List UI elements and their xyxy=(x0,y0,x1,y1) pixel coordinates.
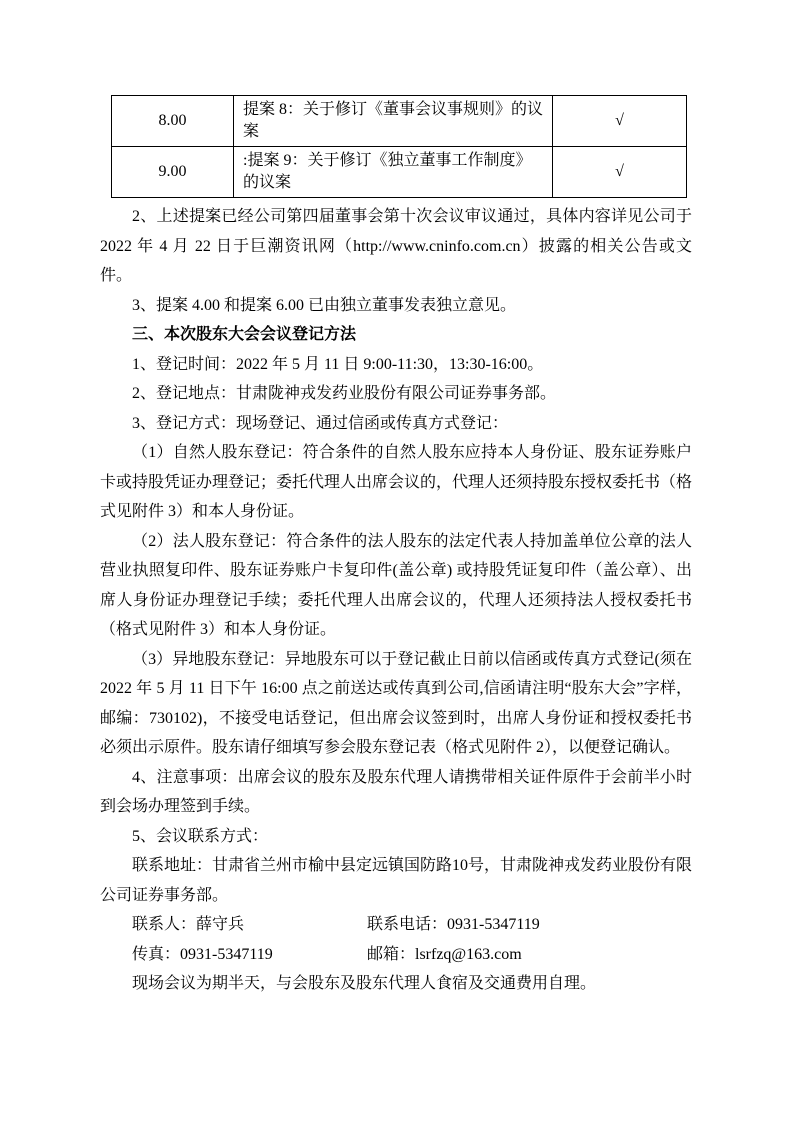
paragraph-remote-registration: （3）异地股东登记：异地股东可以于登记截止日前以信函或传真方式登记(须在 2022 年 5 月 11 日下午 16:00 点之前送达或传真到公司,信函请注明“股东大会”字样，邮编：730102)，不接受电话登记，但出席会议签到时，出席人身份证和授权委托书必须出示原件。股东请仔细填写参会股东登记表（格式见附件 2），以便登记确认。 xyxy=(100,650,692,756)
paragraph-closing: 现场会议为期半天，与会股东及股东代理人食宿及交通费用自理。 xyxy=(132,975,597,992)
paragraph-legal-person-registration: （2）法人股东登记：符合条件的法人股东的法定代表人持加盖单位公章的法人营业执照复印件、股东证券账户卡复印件(盖公章) 或持股凭证复印件（盖公章）、出席人身份证办理登记手续；委托代理人出席会议的，代理人还须持法人授权委托书（格式见附件 3）和本人身份证。 xyxy=(100,532,692,638)
section-heading-registration: 三、本次股东大会会议登记方法 xyxy=(132,326,357,343)
paragraph-notes: 4、注意事项：出席会议的股东及股东代理人请携带相关证件原件于会前半小时到会场办理签到手续。 xyxy=(100,768,692,815)
proposal-title-cell: :提案 9：关于修订《独立董事工作制度》的议案 xyxy=(234,147,553,198)
contact-phone: 联系电话：0931-5347119 xyxy=(367,916,540,933)
paragraph-independent-opinion: 3、提案 4.00 和提案 6.00 已由独立董事发表独立意见。 xyxy=(132,296,517,314)
contact-email: 邮箱：lsrfzq@163.com xyxy=(367,945,522,963)
vote-check-cell: √ xyxy=(553,96,687,147)
paragraph-board-approval: 2、上述提案已经公司第四届董事会第十次会议审议通过，具体内容详见公司于 2022 年 4 月 22 日于巨潮资讯网（http://www.cninfo.com.cn）披露的相关公告或文件。 xyxy=(100,208,692,284)
proposal-number-cell: 8.00 xyxy=(112,96,234,147)
paragraph-natural-person-registration: （1）自然人股东登记：符合条件的自然人股东应持本人身份证、股东证券账户卡或持股凭证办理登记；委托代理人出席会议的，代理人还须持股东授权委托书（格式见附件 3）和本人身份证。 xyxy=(100,444,693,520)
paragraph-contact-address: 联系地址：甘肃省兰州市榆中县定远镇国防路10号，甘肃陇神戎发药业股份有限公司证券事务部。 xyxy=(100,857,693,904)
paragraph-registration-place: 2、登记地点：甘肃陇神戎发药业股份有限公司证券事务部。 xyxy=(132,385,557,402)
proposal-table xyxy=(111,95,687,198)
table-row xyxy=(112,96,687,147)
table-row xyxy=(112,147,687,198)
vote-check-cell: √ xyxy=(553,147,687,198)
document-content xyxy=(100,95,692,999)
paragraph-registration-time: 1、登记时间：2022 年 5 月 11 日 9:00-11:30，13:30-16:00。 xyxy=(132,355,544,373)
paragraph-registration-method: 3、登记方式：现场登记、通过信函或传真方式登记： xyxy=(132,414,509,432)
proposal-title-cell: 提案 8：关于修订《董事会议事规则》的议案 xyxy=(234,96,553,147)
paragraph-contact-heading: 5、会议联系方式： xyxy=(132,827,269,845)
contact-row-person-phone xyxy=(100,910,692,940)
proposal-number-cell: 9.00 xyxy=(112,147,234,198)
body-text xyxy=(100,202,692,999)
contact-fax: 传真：0931-5347119 xyxy=(132,945,273,963)
contact-row-fax-email xyxy=(100,940,692,970)
contact-person: 联系人：薛守兵 xyxy=(132,916,245,933)
